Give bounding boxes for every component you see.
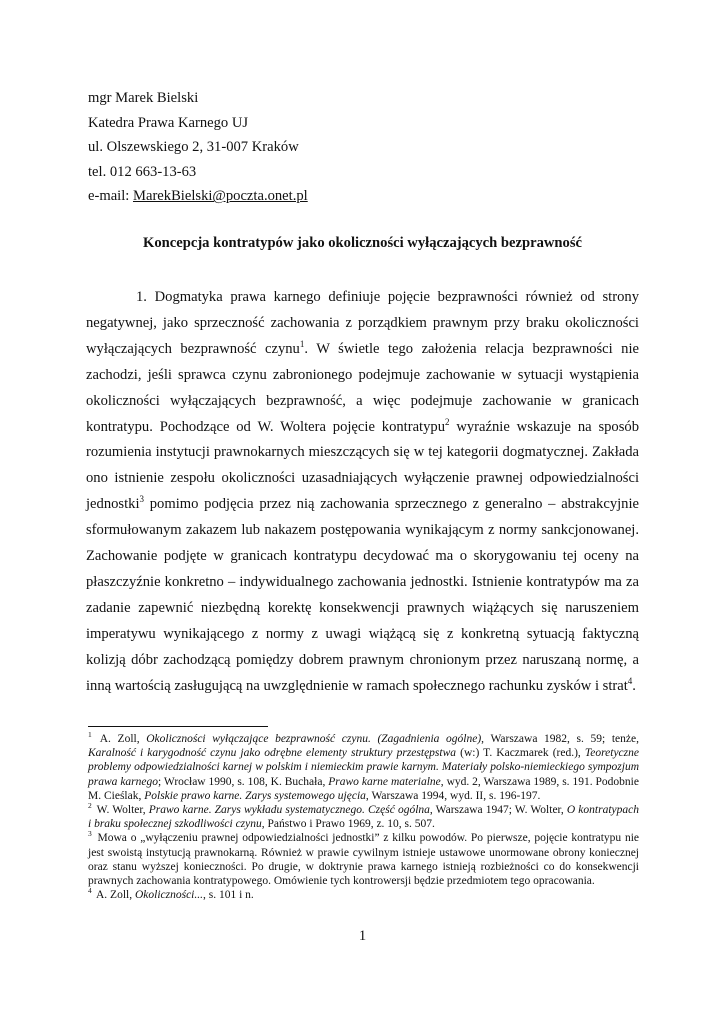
footnote-text: , s. 101 i n.	[203, 889, 254, 902]
author-address: ul. Olszewskiego 2, 31-007 Kraków	[88, 139, 299, 156]
footnote-number: 4	[88, 886, 92, 896]
footnote-citation-title: Okoliczności...	[134, 889, 203, 902]
footnote-citation-title: O kontratypach i braku społecznej szkodliwości czynu	[88, 804, 639, 831]
author-header	[88, 86, 308, 209]
footnote-citation-title: Teoretyczne problemy odpowiedzialności karnej w polskim i niemieckim prawie karnym. Materiały polsko-niemieckiego sympozjum prawa karnego	[88, 747, 639, 788]
footnote-ref-1[interactable]: 1	[299, 338, 305, 349]
author-email-line	[88, 184, 308, 209]
footnote-text: , Warszawa 1994, wyd. II, s. 196-197.	[365, 789, 541, 802]
footnote-ref-2[interactable]: 2	[445, 416, 450, 427]
footnote-2	[88, 803, 639, 831]
footnote-text: (w:) T. Kaczmarek (red.),	[456, 747, 585, 760]
body-text-segment: . W świetle tego założenia relacja bezprawności nie zachodzi, jeśli sprawca czynu zabronionego podejmuje zachowanie w sytuacji wystąpienia okoliczności wyłączających bezprawność, a więc podejmuje zachowanie w granicach kontratypu. Pochodzące od W. Woltera pojęcie kontratypu	[86, 340, 639, 435]
footnote-number: 2	[88, 801, 92, 811]
body-text-segment: pomimo podjęcia przez nią zachowania sprzecznego z generalno – abstrakcyjnie sformułowanym zakazem lub nakazem postępowania wynikającym z normy sankcjonowanej. Zachowanie podjęte w granicach kontratypu decydować ma o skorygowaniu tej oceny na płaszczyźnie konkretno – indywidualnego zachowania jednostki. Istnienie kontratypów ma za zadanie zapewnić niezbędną korektę konsekwencji prawnych wiążących się naruszeniem imperatywu wynikającego z normy z uwagi wiążącą się z konkretną sytuacją faktyczną kolizją dóbr zachodzącą pomiędzy dobrem prawnym chronionym przez naruszaną normę, a inną wartością zasługującą na uwzględnienie w ramach społecznego rachunku zysków i strat	[86, 496, 639, 694]
document-title: Koncepcja kontratypów jako okoliczności wyłączających bezprawność	[143, 235, 582, 251]
footnote-1	[88, 732, 639, 803]
email-label: e-mail:	[88, 188, 133, 205]
footnote-4	[88, 888, 639, 902]
footnote-citation-title: Polskie prawo karne. Zarys systemowego ujęcia	[144, 789, 366, 802]
footnote-text: Mowa o „wyłączeniu prawnej odpowiedzialności jednostki” z kilku powodów. Po pierwsze, pojęcie kontratypu nie jest swoistą instytucją prawnokarną. Również w prawie cywilnym istnieje ustawowe unormowane obrony koniecznej oraz stanu wyższej konieczności. Po drugie, w doktrynie prawa karnego istnieją rozbieżności co do konsekwencji prawnych zachowania kontratypowego. Omówienie tych kontrowersji będzie przedmiotem tego opracowania.	[88, 832, 639, 888]
footnote-text: ; Wrocław 1990, s. 108, K. Buchała,	[158, 775, 329, 788]
footnote-ref-3[interactable]: 3	[139, 494, 145, 505]
author-name: mgr Marek Bielski	[88, 90, 199, 106]
author-phone: tel. 012 663-13-63	[88, 163, 197, 180]
footnote-text: , Warszawa 1982, s. 59; tenże,	[481, 733, 639, 745]
footnote-citation-title: Okoliczności wyłączające bezprawność czynu. (Zagadnienia ogólne)	[146, 733, 482, 745]
email-link[interactable]: MarekBielski@poczta.onet.pl	[132, 188, 308, 205]
body-text-segment: .	[632, 677, 636, 694]
footnotes	[88, 732, 639, 902]
author-department: Katedra Prawa Karnego UJ	[88, 114, 249, 131]
footnote-citation-title: Prawo karne. Zarys wykładu systematycznego. Część ogólna	[148, 804, 430, 817]
body-paragraph	[86, 285, 639, 700]
footnote-text: W. Wolter,	[93, 804, 149, 817]
footnote-citation-title: Prawo karne materialne	[328, 775, 441, 788]
footnote-ref-4[interactable]: 4	[627, 675, 633, 686]
page-number: 1	[358, 928, 367, 944]
footnote-text: , wyd. 2, Warszawa 1989, s. 191. Podobnie M. Cieślak,	[88, 775, 639, 802]
footnote-citation-title: Karalność i karygodność czynu jako odrębne elementy struktury przestępstwa	[88, 747, 457, 760]
body-text-segment: wyraźnie wskazuje na sposób rozumienia instytucji prawnokarnych mieszczących się w tej kategorii dogmatycznej. Zakłada ono istnienie zespołu okoliczności uzasadniających wyłączenie prawnej odpowiedzialności jednostki	[86, 418, 639, 513]
footnote-text: A. Zoll,	[93, 889, 135, 902]
footnote-text: , Warszawa 1947; W. Wolter,	[429, 804, 567, 817]
footnote-number: 3	[88, 829, 92, 839]
footnote-text: , Państwo i Prawo 1969, z. 10, s. 507.	[261, 818, 435, 831]
footnote-text: A. Zoll,	[93, 733, 147, 745]
footnote-number: 1	[88, 730, 92, 739]
footnote-3	[88, 831, 639, 888]
footnote-divider	[88, 726, 268, 727]
body-text-segment: 1. Dogmatyka prawa karnego definiuje pojęcie bezprawności również od strony negatywnej, jako sprzeczność zachowania z porządkiem prawnym przy braku okoliczności wyłączających bezprawność czynu	[86, 289, 639, 357]
